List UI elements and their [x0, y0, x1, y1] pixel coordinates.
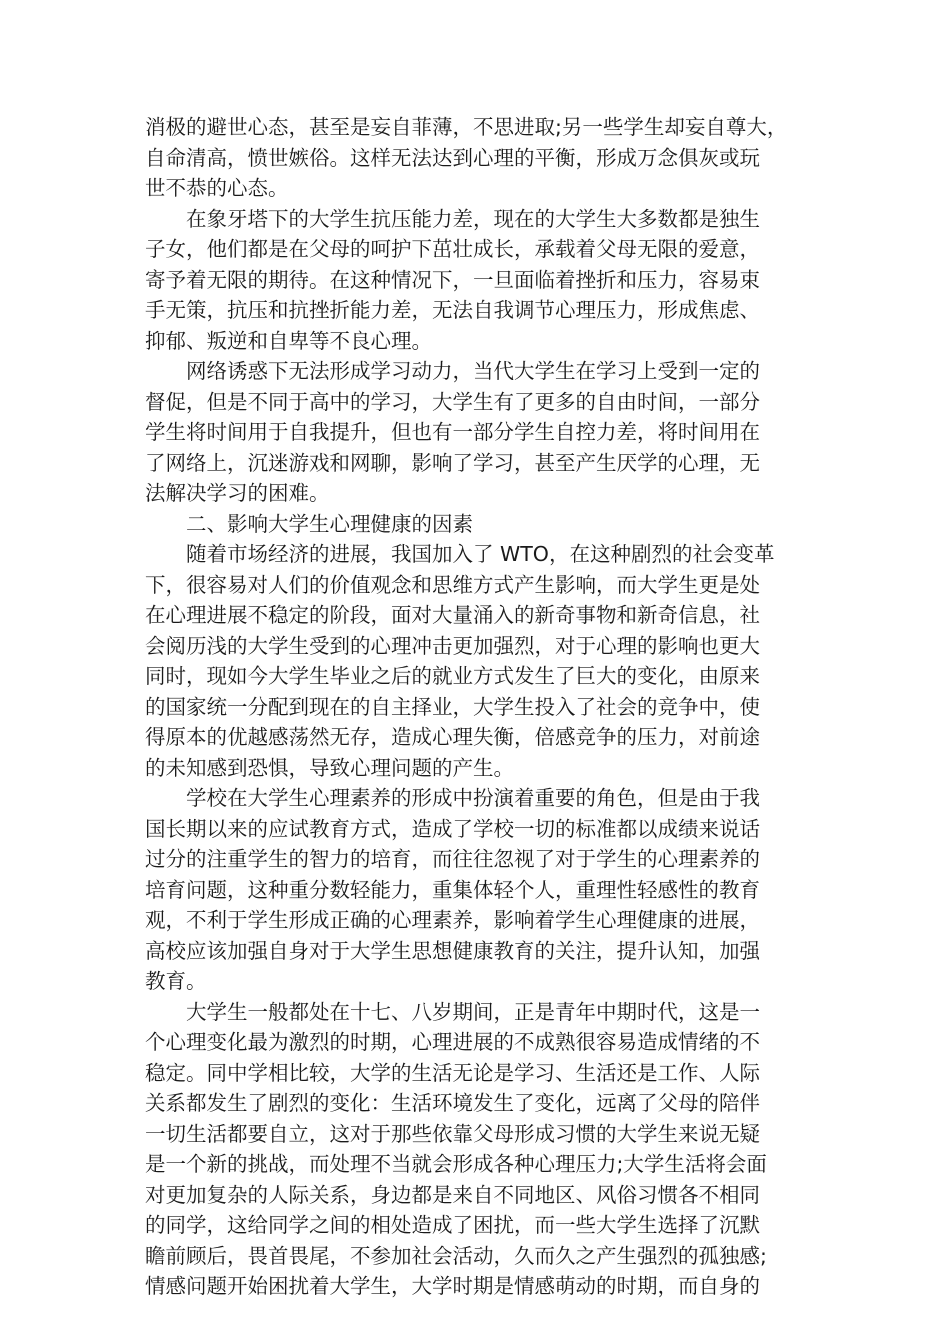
text-line: 手无策，抗压和抗挫折能力差，无法自我调节心理压力，形成焦虑、	[145, 298, 760, 322]
text-line: 法解决学习的困难。	[145, 481, 330, 505]
text-line: 一切生活都要自立，这对于那些依靠父母形成习惯的大学生来说无疑	[145, 1121, 760, 1146]
text-line: 抑郁、叛逆和自卑等不良心理。	[145, 328, 432, 353]
text-line: 二、影响大学生心理健康的因素	[186, 511, 473, 536]
text-line: 的国家统一分配到现在的自主择业，大学生投入了社会的竞争中，使	[145, 694, 760, 719]
text-line: 学校在大学生心理素养的形成中扮演着重要的角色，但是由于我	[186, 786, 760, 810]
text-line: 寄予着无限的期待。在这种情况下，一旦面临着挫折和压力，容易束	[145, 267, 760, 292]
text-line: 得原本的优越感荡然无存，造成心理失衡，倍感竞争的压力，对前途	[145, 725, 760, 749]
text-line: 在象牙塔下的大学生抗压能力差，现在的大学生大多数都是独生	[186, 206, 760, 231]
text-line: 国长期以来的应试教育方式，造成了学校一切的标准都以成绩来说话	[145, 816, 760, 841]
text-line: 情感问题开始困扰着大学生，大学时期是情感萌动的时期，而自身的	[145, 1274, 760, 1298]
text-line: 教育。	[145, 969, 207, 993]
text-line: 在心理进展不稳定的阶段，面对大量涌入的新奇事物和新奇信息，社	[145, 603, 760, 627]
text-line: 世不恭的心态。	[145, 176, 289, 200]
text-line: 观，不利于学生形成正确的心理素养，影响着学生心理健康的进展，	[145, 908, 760, 932]
text-line: 下，很容易对人们的价值观念和思维方式产生影响，而大学生更是处	[145, 572, 760, 597]
text-line: 消极的避世心态，甚至是妄自菲薄，不思进取;另一些学生却妄自尊大，	[145, 115, 788, 139]
text-line: 随着市场经济的进展，我国加入了 WTO，在这种剧烈的社会变革	[186, 542, 775, 566]
text-line: 了网络上，沉迷游戏和网聊，影响了学习，甚至产生厌学的心理，无	[145, 450, 760, 475]
text-line: 自命清高，愤世嫉俗。这样无法达到心理的平衡，形成万念俱灰或玩	[145, 145, 760, 170]
text-line: 高校应该加强自身对于大学生思想健康教育的关注，提升认知，加强	[145, 938, 760, 963]
text-line: 对更加复杂的人际关系，身边都是来自不同地区、风俗习惯各不相同	[145, 1182, 760, 1207]
text-line: 大学生一般都处在十七、八岁期间，正是青年中期时代，这是一	[186, 999, 760, 1024]
text-line: 的同学，这给同学之间的相处造成了困扰，而一些大学生选择了沉默	[145, 1213, 760, 1237]
text-line: 个心理变化最为激烈的时期，心理进展的不成熟很容易造成情绪的不	[145, 1030, 760, 1054]
text-line: 是一个新的挑战，而处理不当就会形成各种心理压力;大学生活将会面	[145, 1152, 767, 1176]
text-line: 会阅历浅的大学生受到的心理冲击更加强烈，对于心理的影响也更大	[145, 633, 760, 658]
text-line: 的未知感到恐惧，导致心理问题的产生。	[145, 755, 514, 780]
body-text	[145, 112, 807, 1302]
text-line: 关系都发生了剧烈的变化：生活环境发生了变化，远离了父母的陪伴	[145, 1091, 760, 1115]
text-line: 子女，他们都是在父母的呵护下茁壮成长，承载着父母无限的爱意，	[145, 237, 760, 261]
text-line: 瞻前顾后，畏首畏尾，不参加社会活动，久而久之产生强烈的孤独感;	[145, 1243, 767, 1268]
text-line: 培育问题，这种重分数轻能力，重集体轻个人，重理性轻感性的教育	[145, 877, 760, 902]
text-line: 同时，现如今大学生毕业之后的就业方式发生了巨大的变化，由原来	[145, 664, 760, 688]
text-line: 学生将时间用于自我提升，但也有一部分学生自控力差，将时间用在	[145, 420, 760, 444]
text-line: 网络诱惑下无法形成学习动力，当代大学生在学习上受到一定的	[186, 359, 760, 383]
text-line: 过分的注重学生的智力的培育，而往往忽视了对于学生的心理素养的	[145, 847, 760, 871]
text-line: 督促，但是不同于高中的学习，大学生有了更多的自由时间，一部分	[145, 389, 760, 414]
text-line: 稳定。同中学相比较，大学的生活无论是学习、生活还是工作、人际	[145, 1060, 760, 1085]
